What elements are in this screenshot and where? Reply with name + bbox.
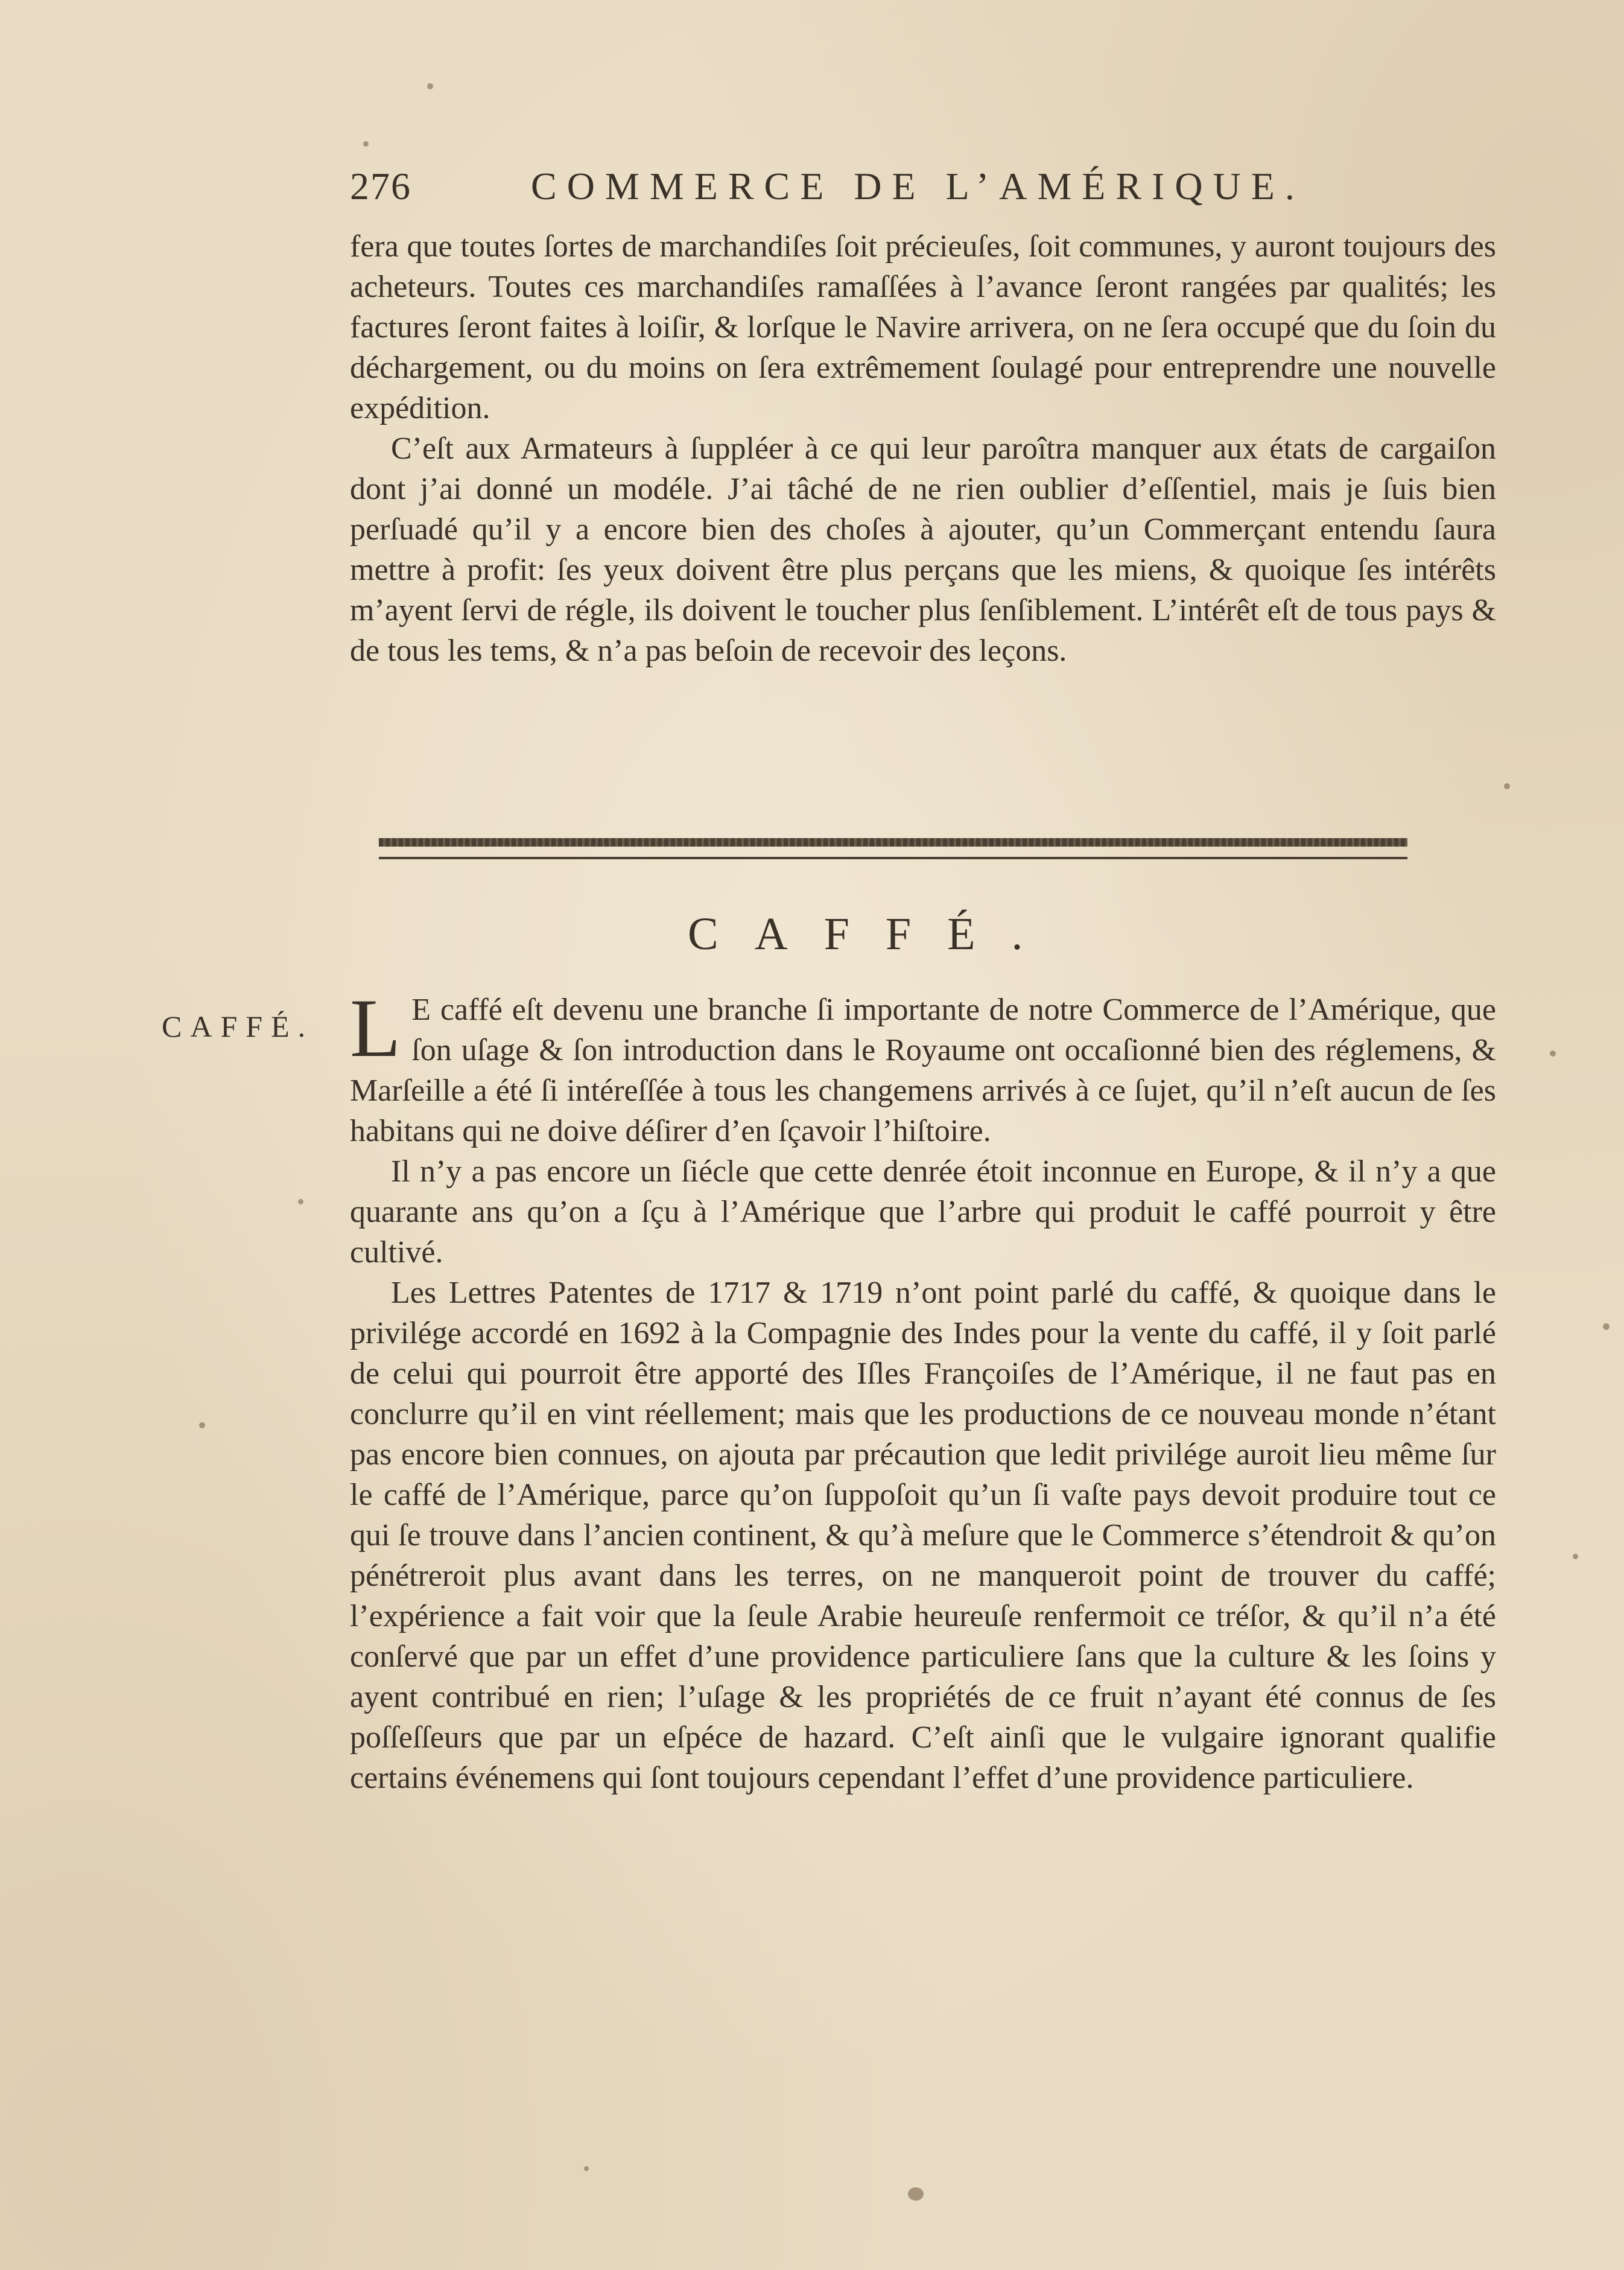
paper-spot <box>427 83 433 89</box>
section-title: CAFFÉ. <box>688 909 1059 959</box>
ornamental-rule <box>379 838 1407 847</box>
drop-cap: L <box>350 982 401 1074</box>
running-head <box>350 164 1375 212</box>
page-number: 276 <box>350 165 411 208</box>
paper-spot <box>1550 1051 1556 1057</box>
margin-note: CAFFÉ. <box>162 1009 314 1043</box>
paragraph: C’eſt aux Armateurs à ſuppléer à ce qui leur paroîtra manquer aux états de cargaiſon dont j’ai donné un modéle. J’ai tâché de ne rien oublier d’eſſentiel, mais je ſuis bien perſuadé qu’il y a encore bien des choſes à ajouter, qu’un Commerçant entendu ſaura mettre à profit: ſes yeux doivent être plus perçans que les miens, & quoique ſes intérêts m’ayent ſervi de régle, ils doivent le toucher plus ſenſiblement. L’intérêt eſt de tous pays & de tous les tems, & n’a pas beſoin de recevoir des leçons. <box>350 431 1496 668</box>
paragraph: fera que toutes ſortes de marchandiſes ſoit précieuſes, ſoit communes, y auront toujours des acheteurs. Toutes ces marchandiſes ramaſſées à l’avance ſeront rangées par qualités; les factures ſeront faites à loiſir, & lorſque le Navire arrivera, on ne ſera occupé que du ſoin du déchargement, ou du moins on ſera extrêmement ſoulagé pour entreprendre une nouvelle expédition. <box>350 229 1496 425</box>
paper-spot <box>1573 1554 1578 1559</box>
paragraph: Les Lettres Patentes de 1717 & 1719 n’ont point parlé du caffé, & quoique dans le privilége accordé en 1692 à la Compagnie des Indes pour la vente du caffé, il y ſoit parlé de celui qui pourroit être apporté des Iſles Françoiſes de l’Amérique, il ne faut pas en conclurre qu’il en vint réellement; mais que les productions de ce nouveau monde n’étant pas encore bien connues, on ajouta par précaution que ledit privilége auroit lieu même ſur le caffé de l’Amérique, parce qu’on ſuppoſoit qu’un ſi vaſte pays devoit produire tout ce qui ſe trouve dans l’ancien continent, & qu’à meſure que le Commerce s’étendroit & qu’on pénétreroit plus avant dans les terres, on ne manqueroit point de trouver du caffé; l’expérience a fait voir que la ſeule Arabie heureuſe renfermoit ce tréſor, & qu’il n’a été conſervé que par un effet d’une providence particuliere ſans que la culture & les ſoins y ayent contribué en rien; l’uſage & les propriétés de ce fruit n’ayant été connus de ſes poſſeſſeurs que par un eſpéce de hazard. C’eſt ainſi que le vulgaire ignorant qualifie certains événemens qui ſont toujours cependant l’effet d’une providence particuliere. <box>350 1276 1496 1795</box>
divider-rule <box>379 857 1407 859</box>
paper-spot <box>584 2166 589 2171</box>
paper-spot <box>298 1199 303 1204</box>
first-paragraph <box>350 982 1496 1151</box>
paragraph: Il n’y a pas encore un ſiécle que cette denrée étoit inconnue en Europe, & il n’y a que quarante ans qu’on a ſçu à l’Amérique que l’arbre qui produit le caffé pourroit y être cultivé. <box>350 1154 1496 1270</box>
paper-spot <box>1504 783 1510 789</box>
paper-spot <box>908 2187 924 2201</box>
running-title: COMMERCE DE L’AMÉRIQUE. <box>531 165 1305 208</box>
first-paragraph-text: E caffé eſt devenu une branche ſi importante de notre Commerce de l’Amérique, que ſon uſage & ſon introduction dans le Royaume ont occaſionné bien des réglemens, & Marſeille a été ſi intéreſſée à tous les changemens arrivés à ce ſujet, qu’il n’eſt aucun de ſes habitans qui ne doive déſirer d’en ſçavoir l’hiſtoire. <box>350 993 1496 1148</box>
section-text-block <box>350 982 1496 1798</box>
top-text-block <box>350 226 1496 671</box>
paper-spot <box>1603 1323 1610 1330</box>
paper-spot <box>363 141 369 147</box>
paper-spot <box>199 1422 205 1428</box>
